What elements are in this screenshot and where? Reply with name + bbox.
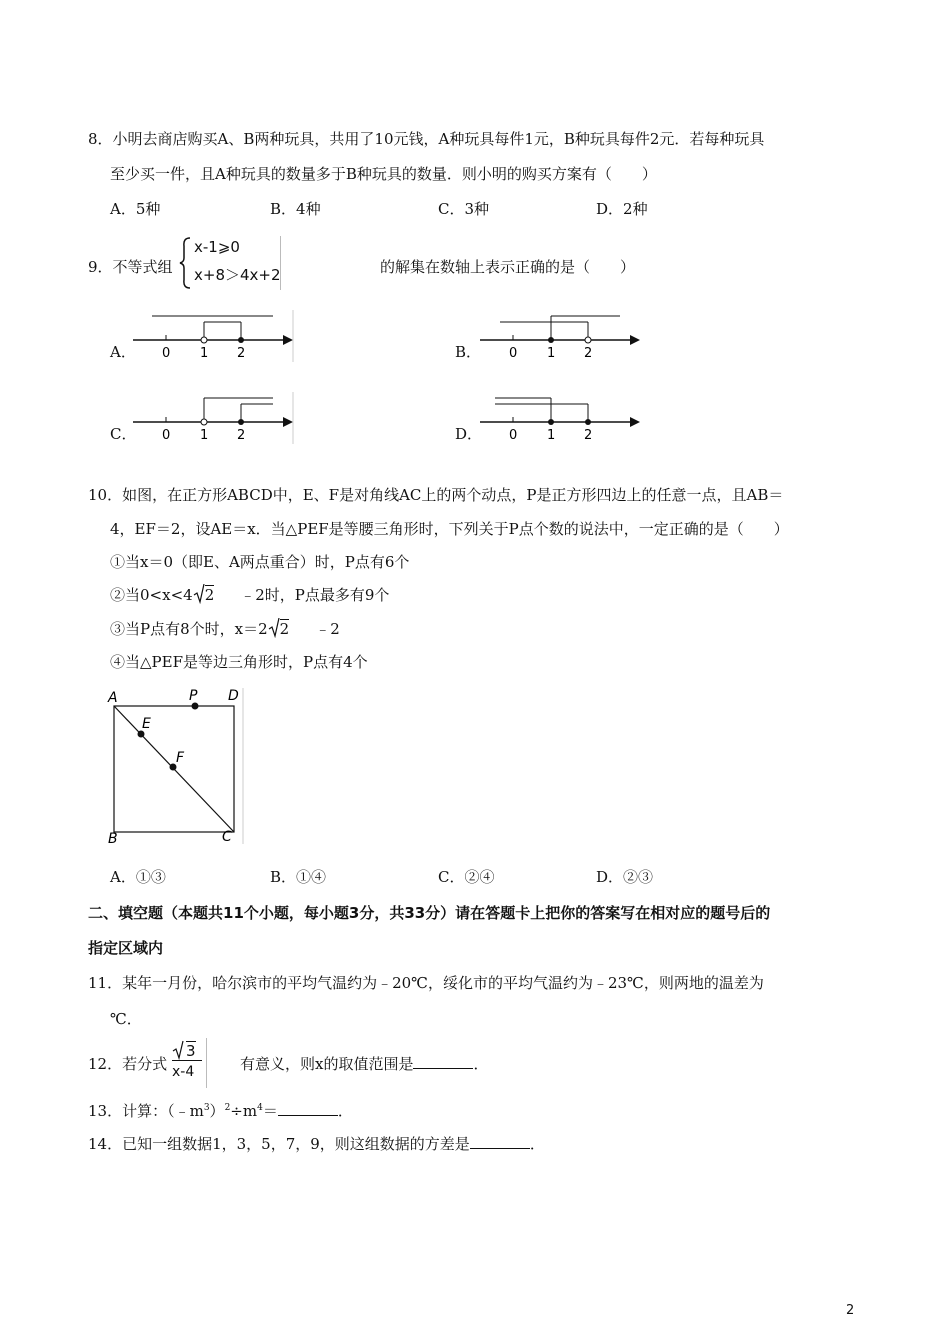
q9-numberline-c — [133, 392, 295, 444]
q12-answer-blank — [413, 1054, 473, 1069]
q14-answer-blank — [470, 1134, 530, 1149]
q9-option-d-label: D． — [455, 425, 483, 443]
radical-icon — [172, 1040, 184, 1060]
q8-option-c: C．3种 — [438, 200, 490, 218]
page-number: 2 — [846, 1303, 855, 1318]
tick-0: 0 — [509, 428, 518, 443]
q8-line2: 至少买一件，且A种玩具的数量多于B种玩具的数量．则小明的购买方案有（ ） — [110, 165, 657, 183]
q10-option-d: D．②③ — [596, 868, 654, 886]
tick-0: 0 — [162, 346, 171, 361]
q10-statement-4: ④当△PEF是等边三角形时，P点有4个 — [110, 653, 368, 671]
q9-numberline-d — [480, 392, 642, 444]
q9-prefix: 9．不等式组 — [88, 258, 173, 276]
section2-heading-line2: 指定区域内 — [88, 939, 164, 957]
q10-statement-2: ②当0<x<4 2 ﹣2时，P点最多有9个 — [110, 586, 390, 604]
tick-0: 0 — [162, 428, 171, 443]
tick-1: 1 — [200, 346, 209, 361]
label-c: C — [222, 829, 232, 845]
q10-statement-1: ①当x＝0（即E、A两点重合）时，P点有6个 — [110, 553, 410, 571]
q9-ineq2: x+8＞4x+2 — [194, 266, 281, 284]
q10-option-c: C．②④ — [438, 868, 495, 886]
q9-ineq1: x-1⩾0 — [194, 238, 240, 256]
label-f: F — [176, 750, 185, 766]
q9-option-c-label: C． — [110, 425, 137, 443]
q10-line2: 4，EF＝2，设AE＝x．当△PEF是等腰三角形时，下列关于P点个数的说法中，一定正确的是（ ） — [110, 520, 789, 538]
q10-square-figure — [104, 686, 249, 846]
q10-option-b: B．①④ — [270, 868, 327, 886]
q8-option-a: A．5种 — [110, 200, 161, 218]
q9-option-b-label: B． — [455, 343, 482, 361]
q9-suffix: 的解集在数轴上表示正确的是（ ） — [380, 258, 636, 276]
tick-0: 0 — [509, 346, 518, 361]
q10-statement-3: ③当P点有8个时，x＝2 2 ﹣2 — [110, 620, 340, 638]
label-a: A — [108, 690, 118, 706]
q14-line: 14．已知一组数据1，3，5，7，9，则这组数据的方差是 ． — [88, 1135, 545, 1153]
radical-icon — [193, 584, 205, 604]
q12-suffix: 有意义，则x的取值范围是 ． — [240, 1055, 489, 1073]
q9-inequality-system — [178, 236, 281, 290]
tick-2: 2 — [237, 428, 246, 443]
q8-option-d: D．2种 — [596, 200, 648, 218]
q8-line1: 8．小明去商店购买A、B两种玩具，共用了10元钱，A种玩具每件1元，B种玩具每件2元．若每种玩具 — [88, 130, 765, 148]
q9-option-a-label: A． — [110, 343, 136, 361]
q8-option-b: B．4种 — [270, 200, 321, 218]
tick-1: 1 — [547, 346, 556, 361]
q11-line1: 11．某年一月份，哈尔滨市的平均气温约为﹣20℃，绥化市的平均气温约为﹣23℃，则两地的温差为 — [88, 974, 764, 992]
brace-icon — [178, 236, 194, 290]
q10-line1: 10．如图，在正方形ABCD中，E、F是对角线AC上的两个动点，P是正方形四边上的任意一点，且AB＝ — [88, 486, 784, 504]
tick-2: 2 — [584, 346, 593, 361]
label-b: B — [108, 831, 118, 846]
label-e: E — [142, 716, 151, 732]
q12-prefix: 12．若分式 — [88, 1055, 168, 1073]
q13-line: 13．计算：$(﹣m^3)^2\div m^4=$ ． — [88, 1102, 353, 1120]
radical-icon — [268, 618, 280, 638]
tick-1: 1 — [200, 428, 209, 443]
section2-heading-line1: 二、填空题（本题共11个小题，每小题3分，共33分）请在答题卡上把你的答案写在相对应的题号后的 — [88, 904, 771, 922]
q10-option-a: A．①③ — [110, 868, 166, 886]
q9-numberline-b — [480, 310, 642, 362]
q12-fraction: 3 x-4 — [170, 1038, 207, 1088]
tick-2: 2 — [237, 346, 246, 361]
tick-1: 1 — [547, 428, 556, 443]
label-p: P — [189, 688, 198, 704]
q11-line2: ℃． — [110, 1010, 142, 1028]
label-d: D — [228, 688, 239, 704]
q9-numberline-a — [133, 310, 295, 362]
tick-2: 2 — [584, 428, 593, 443]
q13-answer-blank — [278, 1101, 338, 1116]
